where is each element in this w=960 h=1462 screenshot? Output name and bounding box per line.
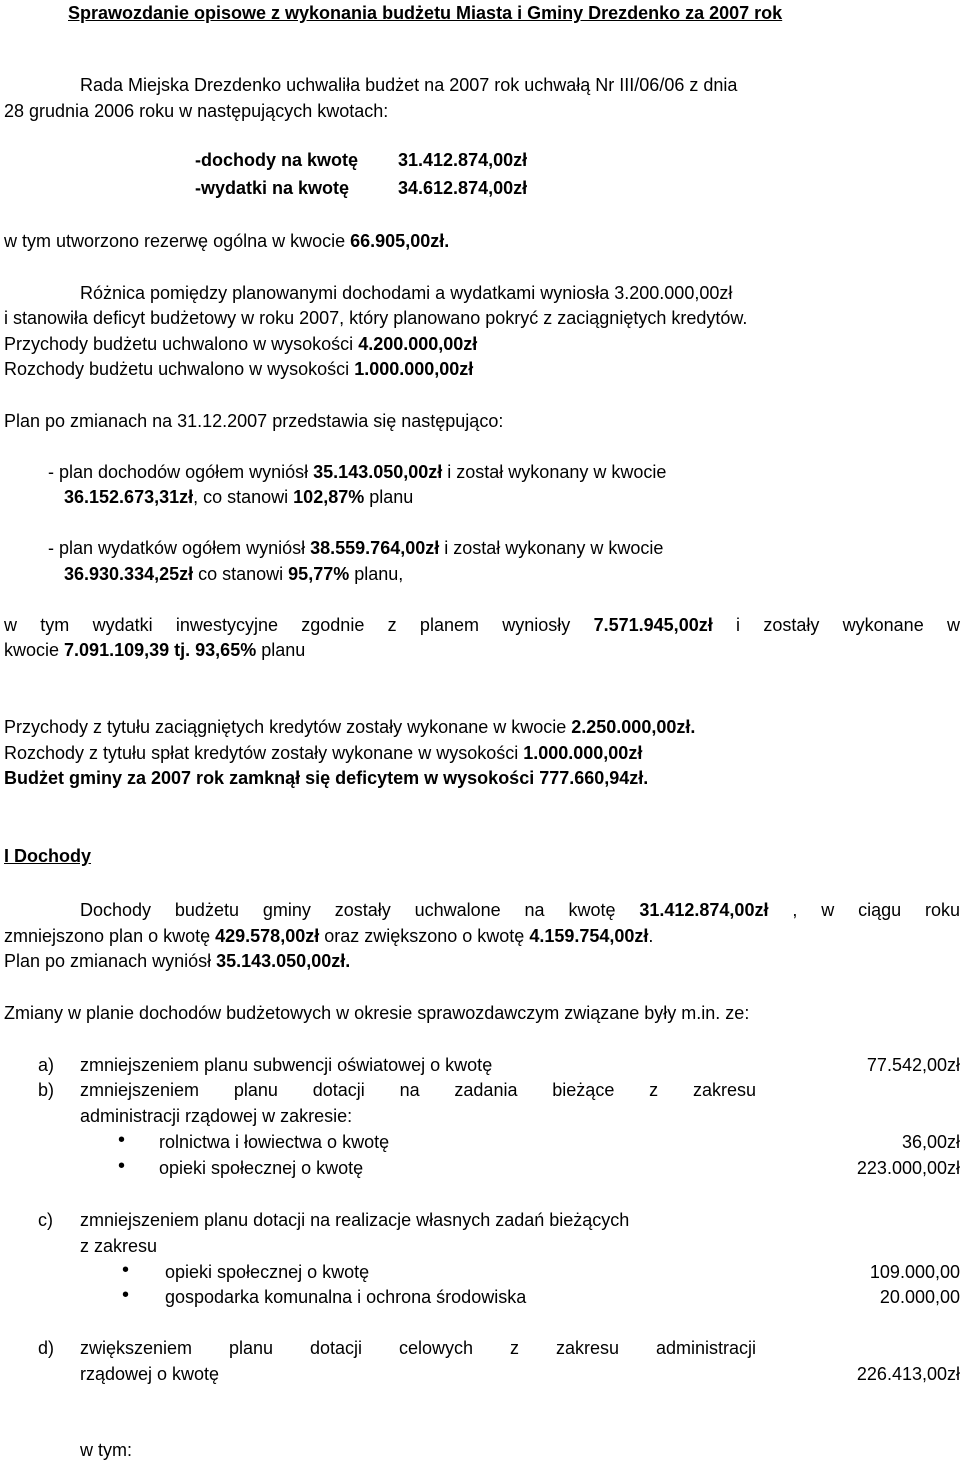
item-b1-text: rolnictwa i łowiectwa o kwotę [159, 1132, 390, 1152]
item-d-text-line-2: rządowej o kwotę [80, 1364, 220, 1384]
item-c2-text: gospodarka komunalna i ochrona środowiska [165, 1287, 527, 1307]
roznica-line-2: i stanowiła deficyt budżetowy w roku 2007, który planowano pokryć z zaciągniętych kredytów. [4, 308, 748, 328]
przychody-kredyty-value: 2.250.000,00zł. [571, 717, 696, 737]
bullet-c1: • [122, 1259, 130, 1281]
przychody-kredyty-text: Przychody z tytułu zaciągniętych kredytów zostały wykonane w kwocie [4, 717, 572, 737]
deficyt-summary: Budżet gminy za 2007 rok zamknął się deficytem w wysokości 777.660,94zł. [4, 768, 649, 788]
dochody-p1-text: Dochody budżetu gminy zostały uchwalone na kwotę [80, 900, 640, 920]
zmniejszono-text: zmniejszono plan o kwotę [4, 926, 216, 946]
item-a-amount: 77.542,00zł [866, 1055, 960, 1075]
inwestycje-wykonanie-value: 7.091.109,39 tj. [64, 640, 191, 660]
rozchody-kredyty-line [4, 743, 642, 764]
inwestycje-value: 7.571.945,00zł [593, 615, 713, 635]
inwestycje-line-2 [4, 640, 305, 661]
item-b-text-1: zmniejszeniem planu dotacji na zadania bieżące z zakresu [80, 1080, 756, 1100]
rozchody-kredyty-value: 1.000.000,00zł [523, 743, 643, 763]
dochody-planu: planu [364, 487, 414, 507]
section-heading-dochody: I Dochody [4, 846, 92, 866]
dochody-p1-line-1 [80, 900, 960, 921]
wydatki-planu: planu, [349, 564, 404, 584]
item-b2-amount: 223.000,00zł [856, 1158, 960, 1178]
roznica-line-1: Różnica pomiędzy planowanymi dochodami a wydatkami wyniosła 3.200.000,00zł [80, 283, 733, 303]
item-d-text-line-1 [80, 1338, 756, 1359]
plan-po-zmianach-value: 35.143.050,00zł. [216, 951, 351, 971]
zmniejszono-value: 429.578,00zł [215, 926, 320, 946]
dochody-wykonanie-value: 36.152.673,31zł [64, 487, 194, 507]
document-title: Sprawozdanie opisowe z wykonania budżetu Miasta i Gminy Drezdenko za 2007 rok [68, 3, 783, 23]
inwestycje-percent: 93,65% [195, 640, 257, 660]
plan-wydatki-text: - plan wydatków ogółem wyniósł [48, 538, 311, 558]
plan-wydatki-value: 38.559.764,00zł [310, 538, 440, 558]
item-c-label: c) [38, 1210, 53, 1230]
plan-wydatki-text-2: i został wykonany w kwocie [439, 538, 664, 558]
item-d-label: d) [38, 1338, 55, 1358]
plan-wydatki-line-2 [64, 564, 403, 585]
zwiekszono-end: . [648, 926, 654, 946]
przychody-line [4, 334, 477, 355]
wydatki-value: 34.612.874,00zł [398, 178, 528, 198]
item-c1-text: opieki społecznej o kwotę [165, 1262, 370, 1282]
item-c-text-line-1: zmniejszeniem planu dotacji na realizacje własnych zadań bieżących [80, 1210, 630, 1230]
bullet-c2: • [122, 1284, 130, 1306]
dochody-percent: 102,87% [293, 487, 365, 507]
wydatki-label: -wydatki na kwotę [195, 178, 350, 198]
przychody-value: 4.200.000,00zł [358, 334, 478, 354]
inwestycje-kwocie: kwocie [4, 640, 65, 660]
przychody-kredyty-line [4, 717, 695, 738]
w-tym-label: w tym: [80, 1440, 132, 1460]
zwiekszono-text: oraz zwiększono o kwotę [319, 926, 530, 946]
zmiany-intro: Zmiany w planie dochodów budżetowych w okresie sprawozdawczym związane były m.in. ze: [4, 1003, 750, 1023]
plan-dochody-text: - plan dochodów ogółem wyniósł [48, 462, 314, 482]
item-d-amount: 226.413,00zł [856, 1364, 960, 1384]
bullet-b1: • [118, 1129, 126, 1151]
inwestycje-text: w tym wydatki inwestycyjne zgodnie z planem wyniosły [4, 615, 594, 635]
rozchody-text: Rozchody budżetu uchwalono w wysokości [4, 359, 355, 379]
dochody-p1-text-2: , w ciągu roku [768, 900, 960, 920]
dochody-value: 31.412.874,00zł [398, 150, 528, 170]
rozchody-kredyty-text: Rozchody z tytułu spłat kredytów zostały wykonane w wysokości [4, 743, 524, 763]
dochody-p1-line-2 [4, 926, 653, 947]
plan-dochody-line-1 [48, 462, 666, 483]
bullet-b2: • [118, 1155, 126, 1177]
inwestycje-planu: planu [256, 640, 306, 660]
item-b2-text: opieki społecznej o kwotę [159, 1158, 364, 1178]
item-c2-amount: 20.000,00 [879, 1287, 960, 1307]
intro-line-1: Rada Miejska Drezdenko uchwaliła budżet na 2007 rok uchwałą Nr III/06/06 z dnia [80, 75, 738, 95]
item-b-text-line-2: administracji rządowej w zakresie: [80, 1106, 353, 1126]
dochody-p1-line-3 [4, 951, 350, 972]
wydatki-wykonanie-value: 36.930.334,25zł [64, 564, 194, 584]
item-d-text-1: zwiększeniem planu dotacji celowych z zakresu administracji [80, 1338, 756, 1358]
zwiekszono-value: 4.159.754,00zł [529, 926, 649, 946]
item-a-label: a) [38, 1055, 55, 1075]
rezerwa-text: w tym utworzono rezerwę ogólna w kwocie [4, 231, 351, 251]
plan-po-zmianach-text: Plan po zmianach wyniósł [4, 951, 217, 971]
dochody-p1-value: 31.412.874,00zł [639, 900, 769, 920]
intro-line-2: 28 grudnia 2006 roku w następujących kwotach: [4, 101, 389, 121]
rezerwa-line [4, 231, 449, 252]
item-b1-amount: 36,00zł [901, 1132, 960, 1152]
wydatki-percent: 95,77% [288, 564, 350, 584]
dochody-wykonanie-text: , co stanowi [193, 487, 294, 507]
inwestycje-line-1 [4, 615, 960, 636]
item-c1-amount: 109.000,00 [869, 1262, 960, 1282]
plan-heading: Plan po zmianach na 31.12.2007 przedstawia się następująco: [4, 411, 504, 431]
plan-dochody-line-2 [64, 487, 413, 508]
rozchody-value: 1.000.000,00zł [354, 359, 474, 379]
plan-wydatki-line-1 [48, 538, 663, 559]
item-b-label: b) [38, 1080, 55, 1100]
przychody-text: Przychody budżetu uchwalono w wysokości [4, 334, 359, 354]
item-c-text-line-2: z zakresu [80, 1236, 158, 1256]
wydatki-wykonanie-text: co stanowi [193, 564, 289, 584]
inwestycje-text-2: i zostały wykonane w [712, 615, 960, 635]
plan-dochody-value: 35.143.050,00zł [313, 462, 443, 482]
rozchody-line [4, 359, 473, 380]
plan-dochody-text-2: i został wykonany w kwocie [442, 462, 667, 482]
item-a-text: zmniejszeniem planu subwencji oświatowej o kwotę [80, 1055, 493, 1075]
rezerwa-value: 66.905,00zł. [350, 231, 450, 251]
item-b-text-line-1 [80, 1080, 756, 1101]
dochody-label: -dochody na kwotę [195, 150, 359, 170]
